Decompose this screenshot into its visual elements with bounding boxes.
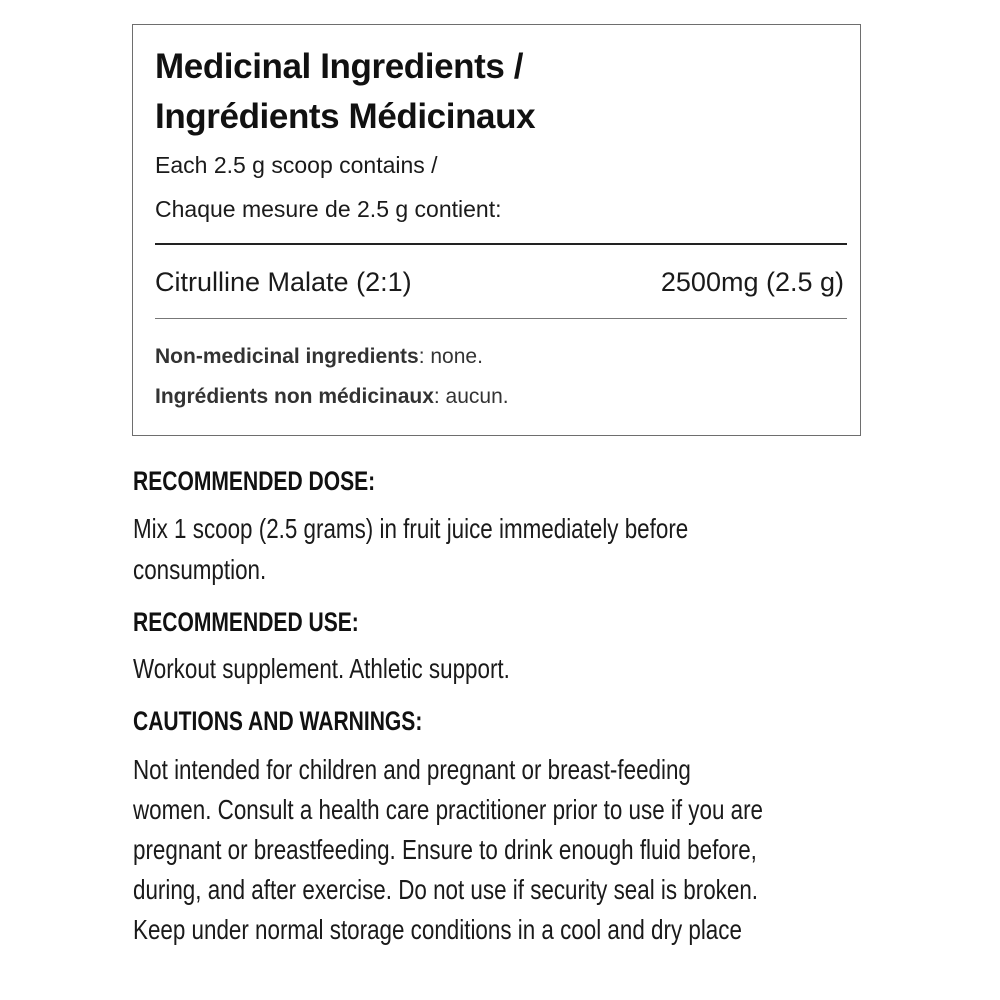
ingredient-divider (155, 318, 847, 319)
non-medicinal-french-value: : aucun. (433, 385, 509, 408)
non-medicinal-english (155, 345, 483, 369)
non-medicinal-english-value: : none. (418, 345, 483, 368)
cautions-line-4: during, and after exercise. Do not use if security seal is broken. (133, 874, 759, 905)
cautions-line-1: Not intended for children and pregnant or breast-feeding (133, 754, 691, 785)
ingredient-amount: 2500mg (2.5 g) (660, 267, 844, 297)
recommended-dose-line-1: Mix 1 scoop (2.5 grams) in fruit juice immediately before (133, 513, 689, 544)
scoop-contents-french: Chaque mesure de 2.5 g contient: (155, 196, 502, 222)
medicinal-ingredients-panel (132, 24, 861, 436)
non-medicinal-english-label: Non-medicinal ingredients (155, 345, 419, 368)
recommended-dose-heading: RECOMMENDED DOSE: (133, 466, 376, 496)
recommended-dose-line-2: consumption. (133, 554, 267, 585)
cautions-line-3: pregnant or breastfeeding. Ensure to drink enough fluid before, (133, 834, 757, 865)
panel-title-english: Medicinal Ingredients / (155, 47, 524, 86)
cautions-line-5: Keep under normal storage conditions in a cool and dry place (133, 914, 742, 945)
cautions-heading: CAUTIONS AND WARNINGS: (133, 706, 423, 736)
cautions-line-2: women. Consult a health care practitioner prior to use if you are (133, 794, 764, 825)
ingredient-name: Citrulline Malate (2:1) (155, 267, 412, 297)
header-divider (155, 243, 847, 245)
scoop-contents-english: Each 2.5 g scoop contains / (155, 152, 438, 178)
non-medicinal-french (155, 385, 509, 409)
panel-title-french: Ingrédients Médicinaux (155, 97, 536, 136)
recommended-use-heading: RECOMMENDED USE: (133, 607, 359, 637)
non-medicinal-french-label: Ingrédients non médicinaux (155, 385, 434, 408)
recommended-use-line-1: Workout supplement. Athletic support. (133, 653, 510, 684)
